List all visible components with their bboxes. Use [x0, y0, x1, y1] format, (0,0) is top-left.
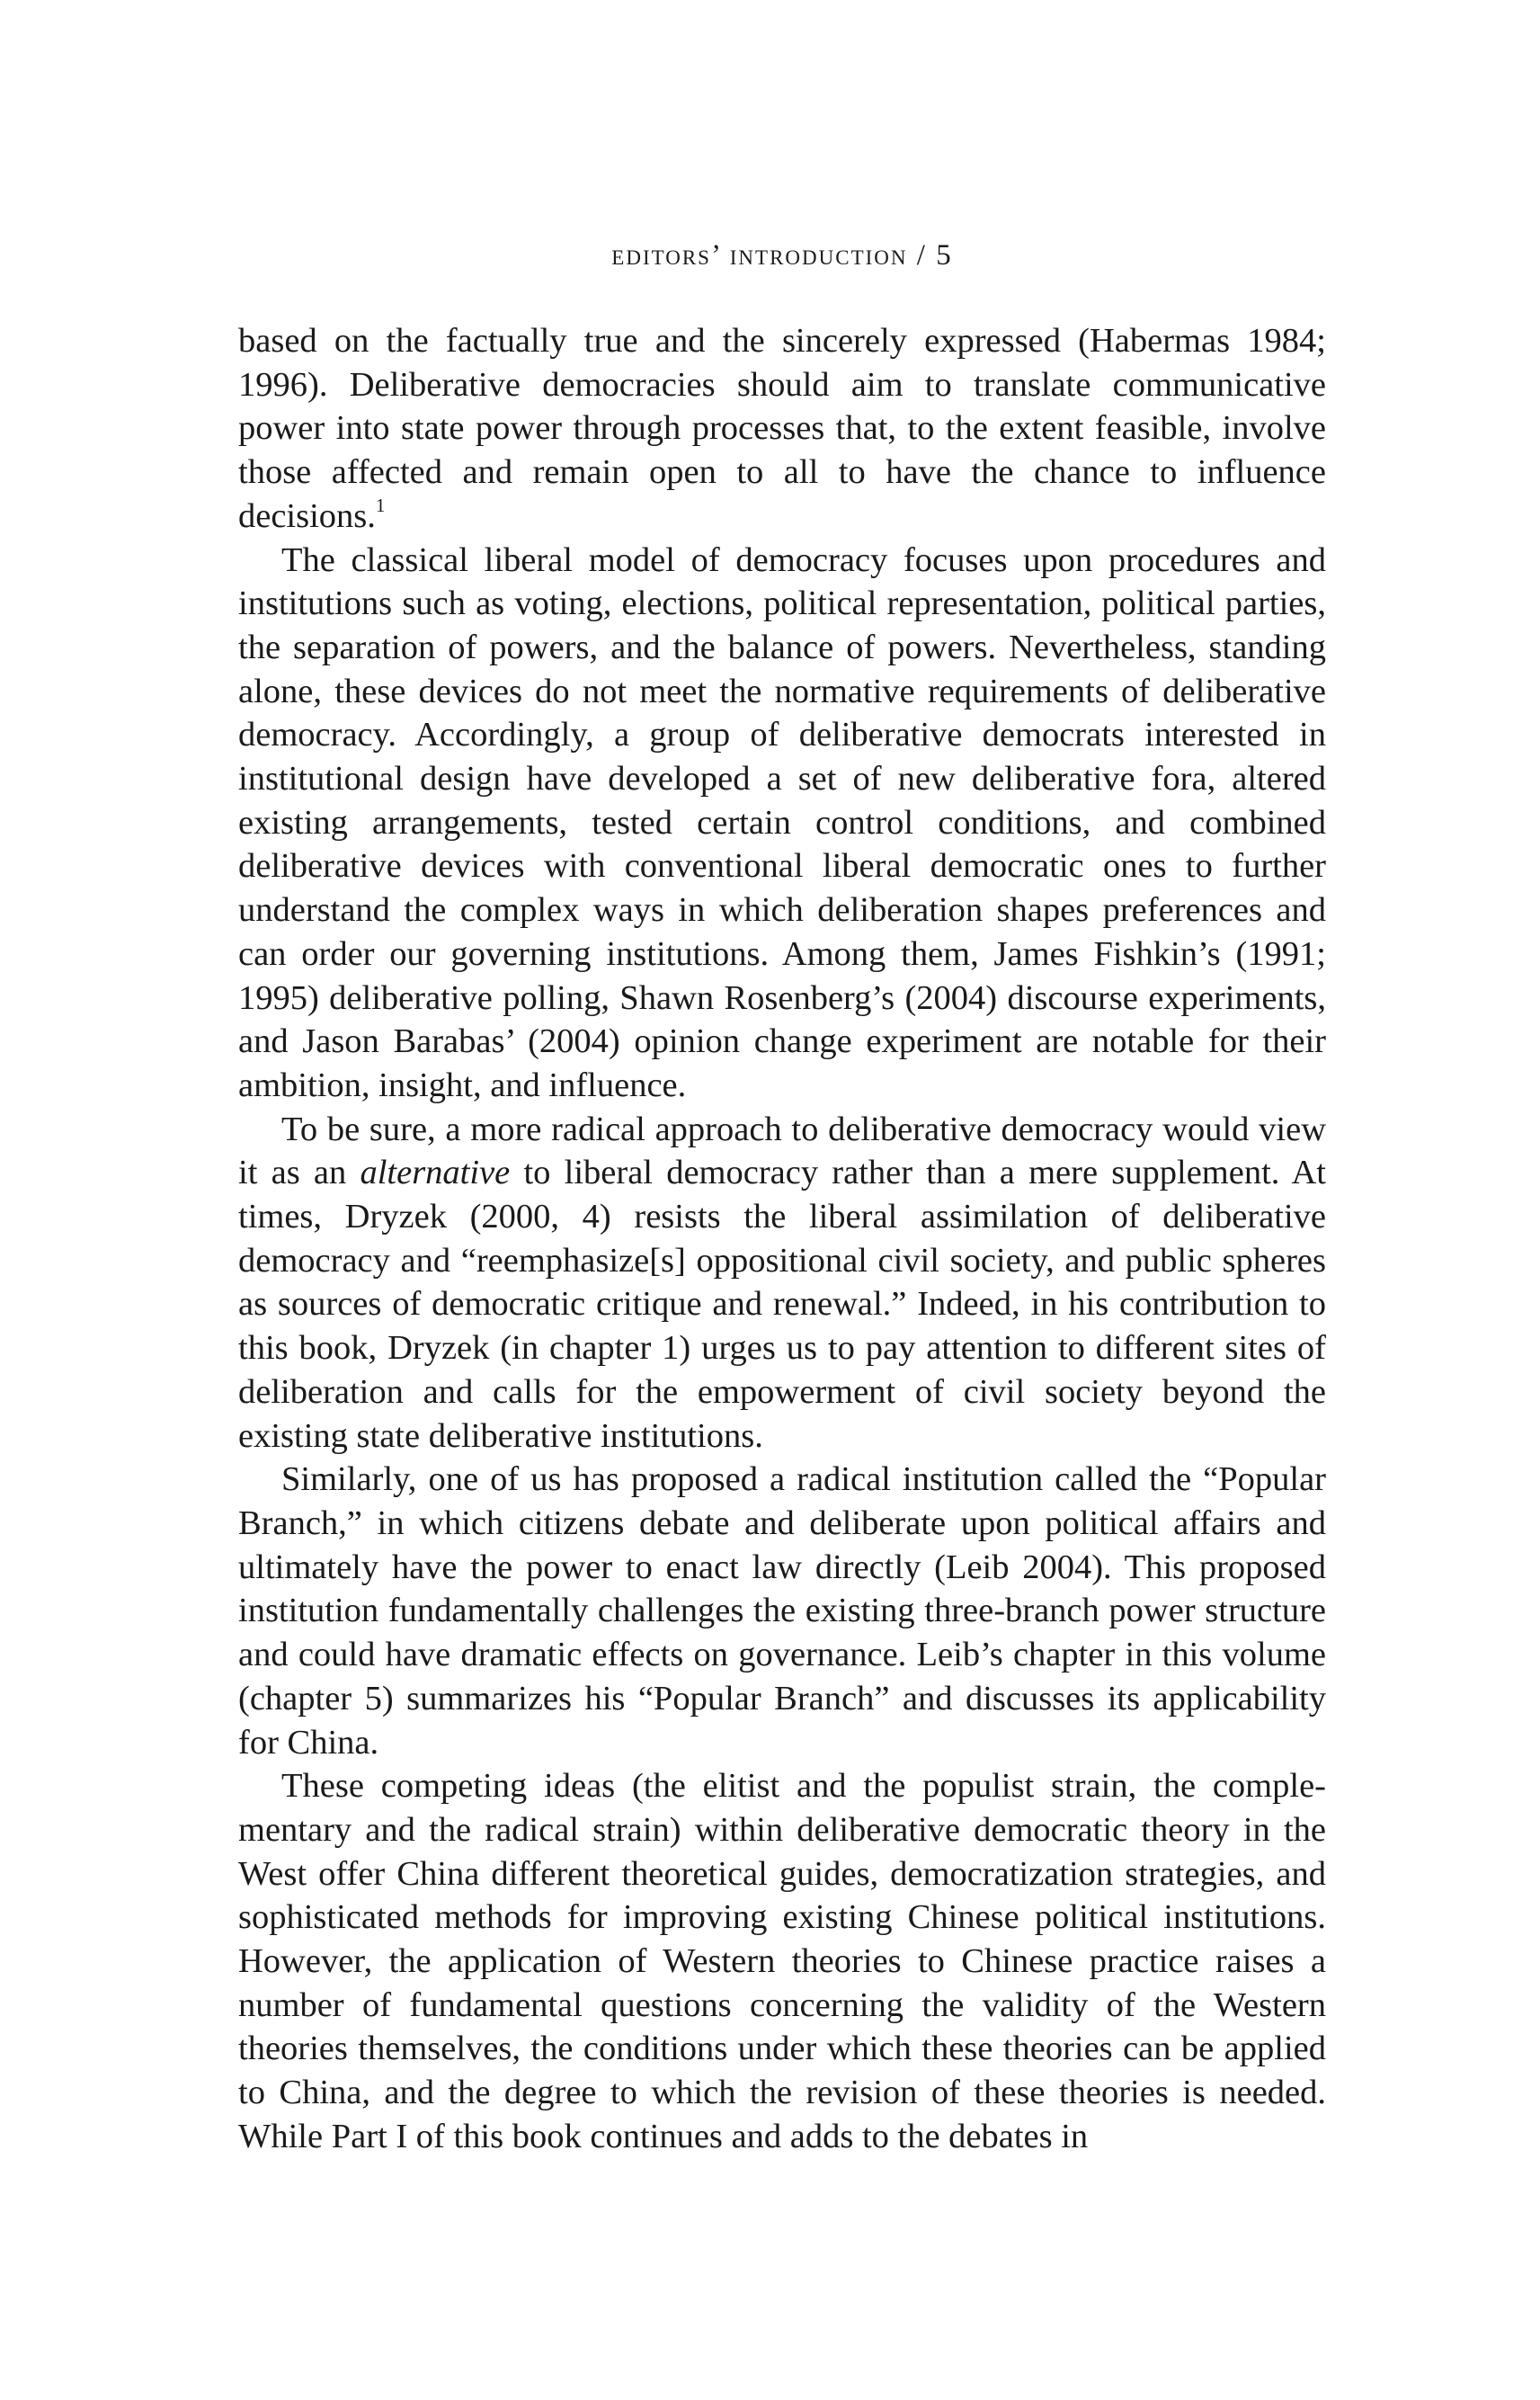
- body-text: [238, 319, 1326, 2159]
- paragraph-4: Similarly, one of us has proposed a radical institution called the “Popular Branch,” in which citizens debate and deliberate upon political affairs and ultimately have the power to enact law directly (Leib 2004). This proposed institution fundamentally challenges the existing three-branch power structure and could have dramatic effects on governance. Leib’s chapter in this volume (chapter 5) summarizes his “Popular Branch” and discusses its applicability for China.: [238, 1460, 1326, 1762]
- paragraph-5: These competing ideas (the elitist and the populist strain, the complementary and the radical strain) within deliberative democratic theory in the West offer China different theoretical guides, democratization strategies, and sophisticated methods for improving existing Chinese political institutions. However, the application of Western theories to Chinese practice raises a number of fundamental questions concerning the validity of the Western theories themselves, the conditions under which these theories can be applied to China, and the degree to which the revision of these theories is needed. While Part I of this book continues and adds to the debates in: [238, 1767, 1326, 2155]
- paragraph-2: The classical liberal model of democracy focuses upon procedures and institutions such as voting, elections, political representation, political parties, the separation of powers, and the balance of powers. Nevertheless, standing alone, these devices do not meet the normative requirements of deliberative democracy. Accordingly, a group of deliberative democrats interested in institutional design have developed a set of new deliberative fora, altered existing arrangements, tested certain control conditions, and combined deliberative devices with conventional liberal democratic ones to further understand the complex ways in which deliberation shapes preferences and can order our governing institutions. Among them, James Fishkin’s (1991; 1995) deliberative polling, Shawn Rosenberg’s (2004) discourse experiments, and Jason Barabas’ (2004) opinion change experiment are notable for their ambition, insight, and influence.: [238, 540, 1326, 1104]
- paragraph-3-text-after: to liberal democracy rather than a mere supplement. At times, Dryzek (2000, 4) resists the liberal assimilation of deliberative democracy and “reemphasize[s] oppositional civil society, and public spheres as sources of democratic critique and renewal.” Indeed, in his contribution to this book, Dryzek (in chapter 1) urges us to pay attention to different sites of deliberation and calls for the empowerment of civil society beyond the existing state deliberative institutions.: [238, 1154, 1326, 1455]
- paragraph-3: [238, 1108, 1326, 1459]
- paragraph-1-text: based on the factually true and the sincerely expressed (Habermas 1984; 1996). Deliberative democracies should aim to translate communicative power into state power through processes that, to the extent feasible, involve those affected and remain open to all to have the chance to influence decisions.: [238, 322, 1326, 535]
- paragraph-3-text-before: To be sure, a more radical approach to deliberative democracy would view it as an: [238, 1110, 1326, 1192]
- running-head: editors’ introduction / 5: [611, 239, 953, 272]
- footnote-marker[interactable]: 1: [375, 494, 386, 516]
- paragraph-1: [238, 319, 1326, 539]
- paragraph-3-emphasis: alternative: [360, 1154, 511, 1192]
